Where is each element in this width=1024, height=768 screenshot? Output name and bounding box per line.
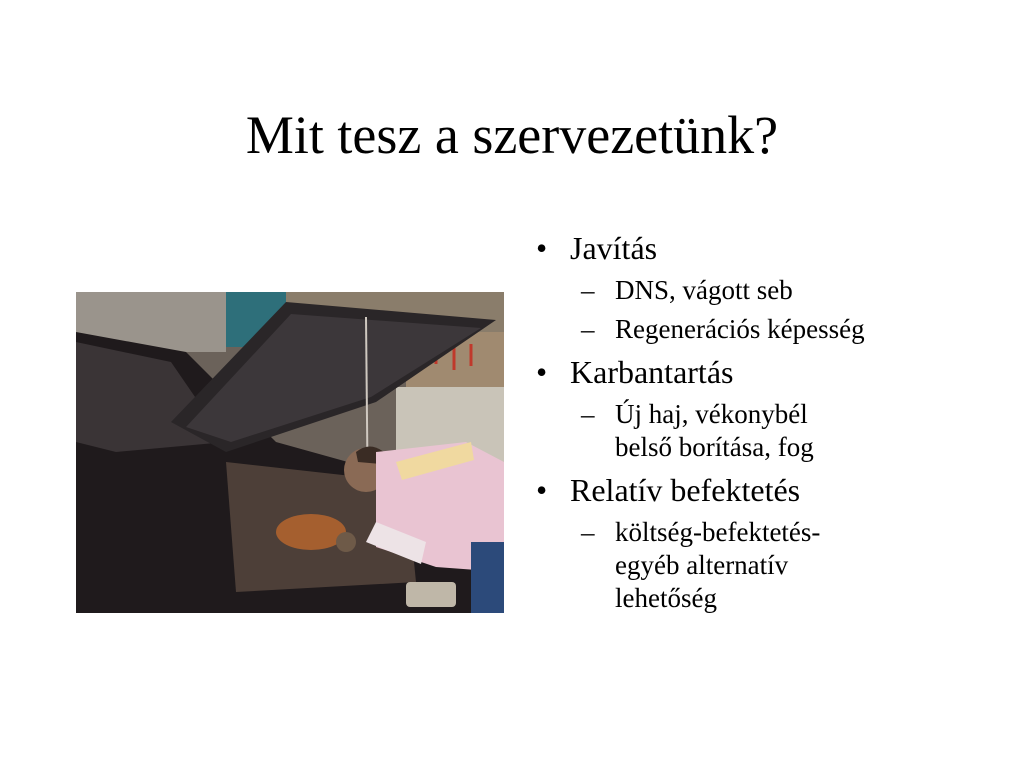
sub-bullet-marker: – xyxy=(581,517,595,547)
bullet-marker: • xyxy=(536,354,548,390)
bullet-item xyxy=(536,228,976,346)
bullet-marker: • xyxy=(536,230,548,266)
sub-bullet-marker: – xyxy=(581,399,595,429)
sub-bullet-text: DNS, vágott seb xyxy=(615,275,793,305)
sub-bullet-item xyxy=(570,398,976,464)
sub-bullet-item xyxy=(570,274,976,307)
slide-title: Mit tesz a szervezetünk? xyxy=(245,105,779,165)
bullet-text: Javítás xyxy=(570,230,658,266)
sub-bullet-text: költség-befektetés-egyéb alternatív lehetőség xyxy=(615,517,821,613)
bullet-marker: • xyxy=(536,472,548,508)
sub-bullet-item xyxy=(570,313,976,346)
bullet-item xyxy=(536,470,976,615)
sub-bullet-text: Új haj, vékonybél belső borítása, fog xyxy=(615,399,814,462)
sub-bullet-list xyxy=(570,274,976,346)
sub-bullet-list xyxy=(570,398,976,464)
bullet-list xyxy=(536,228,976,621)
sub-bullet-marker: – xyxy=(581,275,595,305)
bullet-text: Relatív befektetés xyxy=(570,472,801,508)
sub-bullet-item xyxy=(570,516,976,615)
bullet-text: Karbantartás xyxy=(570,354,734,390)
mechanic-repairing-car-photo xyxy=(76,292,504,613)
bullet-item xyxy=(536,352,976,464)
sub-bullet-marker: – xyxy=(581,314,595,344)
sub-bullet-text: Regenerációs képesség xyxy=(615,314,865,344)
sub-bullet-list xyxy=(570,516,976,615)
